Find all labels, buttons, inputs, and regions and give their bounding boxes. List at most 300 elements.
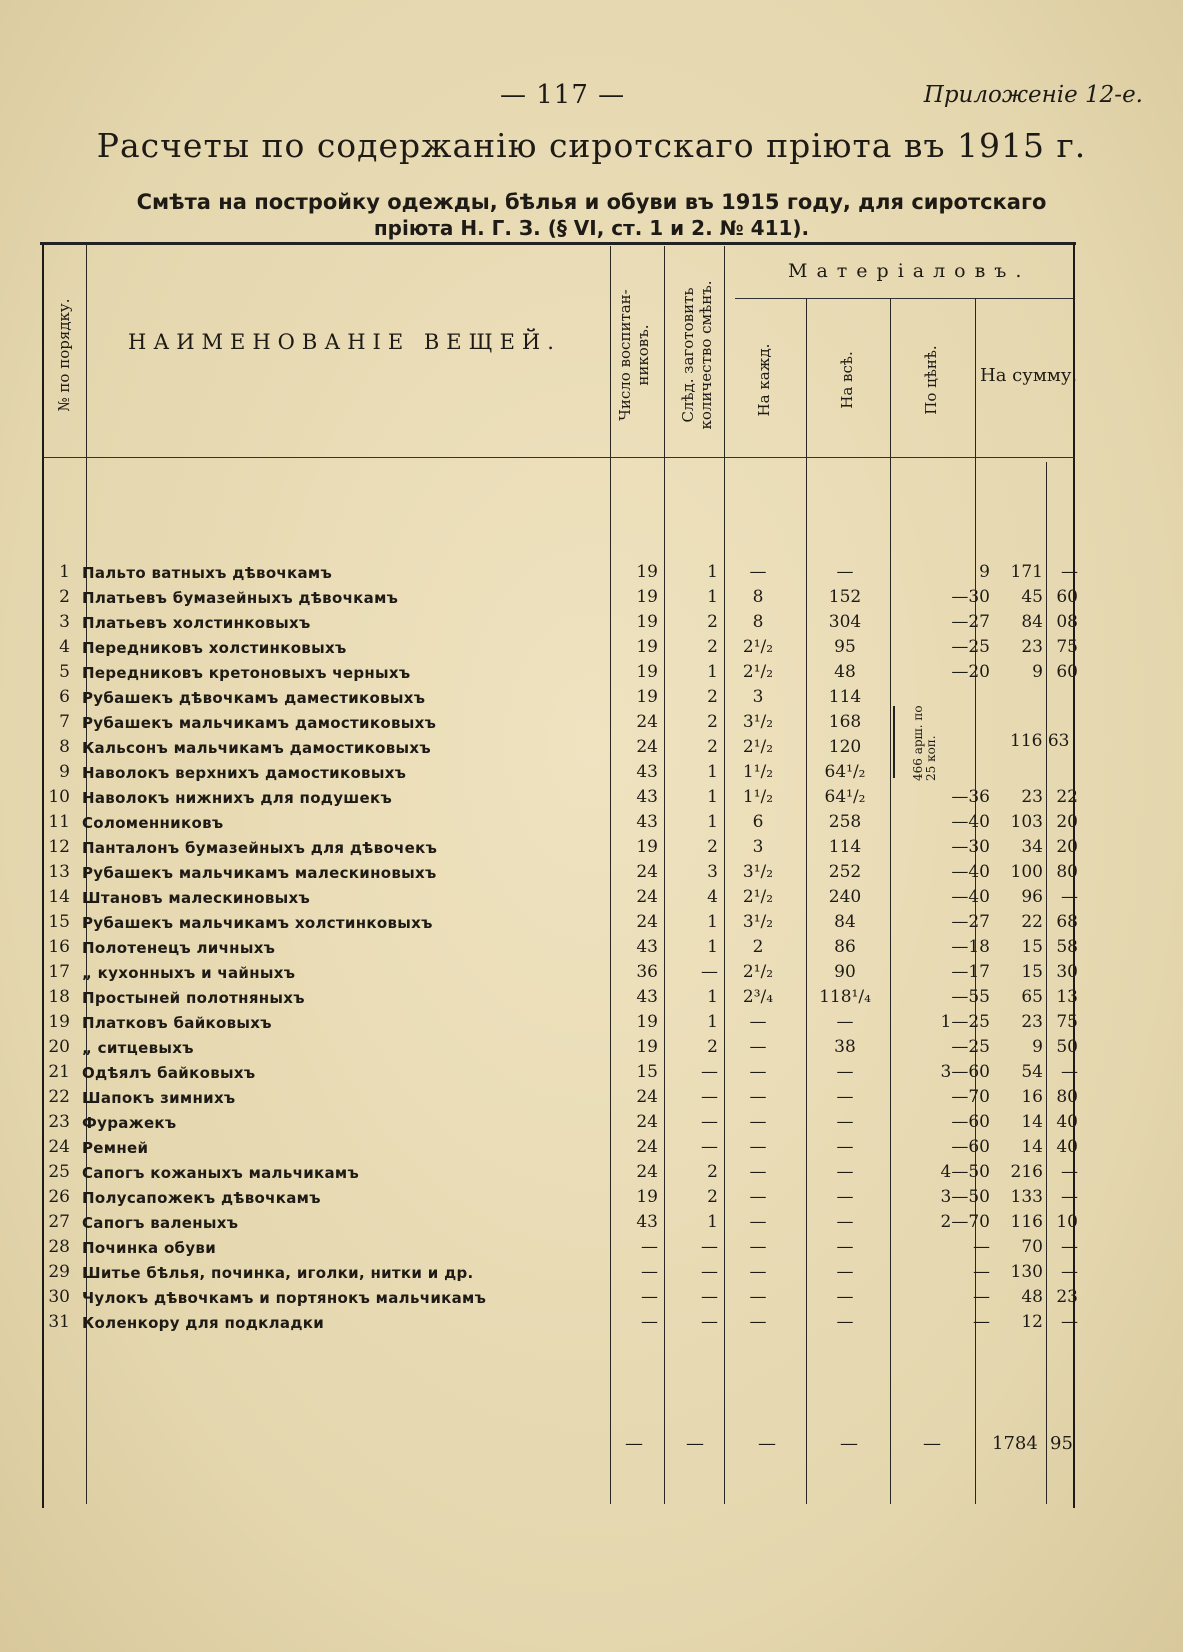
material-all: 252 [828,862,862,882]
table-row [0,1062,1183,1087]
material-all: — [836,1262,854,1282]
sum-rubles: 34 [1021,837,1043,857]
sets-count: — [701,1112,718,1132]
header-pupils: Число воспитан- никовъ. [616,289,652,421]
unit-price: —27 [951,912,990,932]
sum-kopecks: 68 [1056,912,1078,932]
unit-price: — [973,1287,990,1307]
row-number: 21 [48,1062,70,1082]
material-each: 2³/₄ [742,987,774,1007]
sum-rubles: 96 [1021,887,1043,907]
sum-kopecks: 13 [1056,987,1078,1007]
table-row [0,787,1183,812]
sum-kopecks: — [1061,1312,1078,1332]
row-number: 9 [59,762,70,782]
unit-price: —55 [951,987,990,1007]
row-number: 18 [48,987,70,1007]
item-name: Наволокъ верхнихъ дамостиковыхъ [82,764,407,782]
material-all: 48 [834,662,856,682]
item-name: Наволокъ нижнихъ для подушекъ [82,789,393,807]
sum-rubles: 15 [1021,937,1043,957]
sum-kopecks: — [1061,562,1078,582]
sets-count: 1 [707,662,718,682]
table-row [0,687,1183,712]
pupils-count: 43 [636,787,658,807]
sets-count: 1 [707,987,718,1007]
material-each: — [749,1062,767,1082]
table-row [0,737,1183,762]
unit-price: — [973,1312,990,1332]
sets-count: 2 [707,712,718,732]
sum-rubles: 130 [1010,1262,1043,1282]
item-name: Ремней [82,1139,149,1157]
sets-count: 2 [707,737,718,757]
pupils-count: — [641,1287,658,1307]
item-name: Кальсонъ мальчикамъ дамостиковыхъ [82,739,431,757]
pupils-count: 24 [636,1137,658,1157]
item-name: Простыней полотняныхъ [82,989,305,1007]
sets-count: — [701,1287,718,1307]
total-kop: 95 [1050,1433,1073,1454]
item-name: Починка обуви [82,1239,217,1257]
row-number: 27 [48,1212,70,1232]
sum-rubles: 14 [1021,1137,1043,1157]
material-all: 64¹/₂ [824,762,866,782]
unit-price: —30 [951,587,990,607]
material-all: — [836,1312,854,1332]
unit-price: 2—70 [940,1212,990,1232]
pupils-count: 24 [636,887,658,907]
sum-rubles: 23 [1021,787,1043,807]
group-sum: 116 63 [1010,731,1070,751]
row-number: 19 [48,1012,70,1032]
sum-rubles: 100 [1010,862,1043,882]
sum-rubles: 45 [1021,587,1043,607]
row-number: 3 [59,612,70,632]
table-row [0,1312,1183,1337]
unit-price: —36 [951,787,990,807]
pupils-count: 19 [636,662,658,682]
pupils-count: 24 [636,712,658,732]
pupils-count: 19 [636,837,658,857]
page-number: — 117 — [500,80,626,110]
row-number: 15 [48,912,70,932]
sum-rubles: 171 [1010,562,1043,582]
item-name: Передниковъ кретоновыхъ черныхъ [82,664,411,682]
unit-price: —70 [951,1087,990,1107]
header-bottom-rule [44,457,1074,458]
material-each: — [749,1237,767,1257]
pupils-count: 19 [636,587,658,607]
sets-count: 1 [707,587,718,607]
row-number: 13 [48,862,70,882]
material-all: 64¹/₂ [824,787,866,807]
material-all: — [836,1062,854,1082]
item-name: Шитье бѣлья, починка, иголки, нитки и др. [82,1264,474,1282]
unit-price: —40 [951,887,990,907]
item-name: Чулокъ дѣвочкамъ и портянокъ мальчикамъ [82,1289,487,1307]
header-all: На всѣ. [838,351,856,409]
sum-rubles: 15 [1021,962,1043,982]
sets-count: — [701,962,718,982]
row-number: 28 [48,1237,70,1257]
sum-kopecks: 23 [1056,1287,1078,1307]
row-number: 31 [48,1312,70,1332]
material-each: 2¹/₂ [742,662,774,682]
item-name: Платьевъ холстинковыхъ [82,614,311,632]
material-all: 168 [828,712,862,732]
total-price: — [923,1433,941,1454]
sum-kopecks: 40 [1056,1112,1078,1132]
item-name: Платьевъ бумазейныхъ дѣвочкамъ [82,589,399,607]
material-all: — [836,1287,854,1307]
subtitle-line-2: пріюта Н. Г. З. (§ VI, ст. 1 и 2. № 411). [373,216,810,240]
sum-rubles: 54 [1021,1062,1043,1082]
sum-kopecks: 22 [1056,787,1078,807]
pupils-count: — [641,1312,658,1332]
table-row [0,862,1183,887]
material-all: 84 [834,912,856,932]
pupils-count: 24 [636,737,658,757]
sum-kopecks: 60 [1056,662,1078,682]
material-all: — [836,1112,854,1132]
sets-count: 1 [707,912,718,932]
sum-kopecks: 58 [1056,937,1078,957]
total-pupils: — [625,1433,643,1454]
table-row [0,562,1183,587]
row-number: 30 [48,1287,70,1307]
unit-price: —17 [951,962,990,982]
sum-rubles: 70 [1021,1237,1043,1257]
sum-rubles: 22 [1021,912,1043,932]
item-name: Рубашекъ мальчикамъ малескиновыхъ [82,864,437,882]
pupils-count: 43 [636,987,658,1007]
item-name: Соломенниковъ [82,814,224,832]
row-number: 22 [48,1087,70,1107]
sets-count: 2 [707,687,718,707]
pupils-count: 19 [636,612,658,632]
material-all: 258 [828,812,862,832]
pupils-count: 15 [636,1062,658,1082]
material-each: 2¹/₂ [742,637,774,657]
row-number: 14 [48,887,70,907]
unit-price: —20 [951,662,990,682]
material-each: 1¹/₂ [742,762,774,782]
item-name: Рубашекъ мальчикамъ холстинковыхъ [82,914,433,932]
sum-kopecks: 20 [1056,812,1078,832]
item-name: Одѣялъ байковыхъ [82,1064,256,1082]
row-number: 7 [59,712,70,732]
sets-count: 2 [707,1037,718,1057]
pupils-count: — [641,1262,658,1282]
sum-kopecks: — [1061,1262,1078,1282]
sum-kopecks: — [1061,887,1078,907]
unit-price: —27 [951,612,990,632]
total-sets: — [686,1433,704,1454]
row-number: 25 [48,1162,70,1182]
table-row [0,887,1183,912]
material-all: 120 [828,737,862,757]
item-name: Полотенецъ личныхъ [82,939,276,957]
material-all: 38 [834,1037,856,1057]
sum-rubles: 116 [1010,1212,1043,1232]
sum-kopecks: 10 [1056,1212,1078,1232]
sum-rubles: 23 [1021,1012,1043,1032]
table-top-rule [40,242,1076,245]
unit-price: 1—25 [940,1012,990,1032]
pupils-count: 19 [636,1012,658,1032]
unit-price: 9 [979,562,990,582]
sets-count: — [701,1237,718,1257]
pupils-count: 19 [636,637,658,657]
page-title: Расчеты по содержанію сиротскаго пріюта въ 1915 г. [96,126,1087,165]
pupils-count: 43 [636,812,658,832]
material-all: — [836,1012,854,1032]
sum-kopecks: 08 [1056,612,1078,632]
pupils-count: 43 [636,762,658,782]
pupils-count: 43 [636,1212,658,1232]
material-all: — [836,562,854,582]
unit-price: —40 [951,812,990,832]
table-row [0,837,1183,862]
sum-kopecks: 20 [1056,837,1078,857]
item-name: Пальто ватныхъ дѣвочкамъ [82,564,333,582]
header-materials: Матеріаловъ. [788,260,1031,282]
material-each: — [749,1012,767,1032]
row-number: 26 [48,1187,70,1207]
sum-rubles: 216 [1010,1162,1043,1182]
sum-kopecks: 30 [1056,962,1078,982]
item-name: Платковъ байковыхъ [82,1014,272,1032]
material-each: 8 [752,587,764,607]
table-row [0,762,1183,787]
pupils-count: 43 [636,937,658,957]
sum-rubles: 65 [1021,987,1043,1007]
item-name: Рубашекъ дѣвочкамъ даместиковыхъ [82,689,426,707]
sum-rubles: 14 [1021,1112,1043,1132]
sum-rubles: 84 [1021,612,1043,632]
sum-kopecks: — [1061,1162,1078,1182]
sets-count: 1 [707,562,718,582]
row-number: 12 [48,837,70,857]
sets-count: 1 [707,1012,718,1032]
material-each: — [749,1287,767,1307]
sum-kopecks: 75 [1056,1012,1078,1032]
material-all: 114 [828,837,862,857]
material-all: 95 [834,637,856,657]
table-row [0,637,1183,662]
sum-kopecks: 75 [1056,637,1078,657]
material-each: 3¹/₂ [742,712,774,732]
row-number: 6 [59,687,70,707]
material-each: 2¹/₂ [742,737,774,757]
item-name: Сапогъ кожаныхъ мальчикамъ [82,1164,360,1182]
row-number: 1 [59,562,70,582]
sets-count: 1 [707,937,718,957]
sets-count: 3 [707,862,718,882]
sets-count: 2 [707,1162,718,1182]
pupils-count: 36 [636,962,658,982]
unit-price: 4—50 [940,1162,990,1182]
item-name: Коленкору для подкладки [82,1314,325,1332]
item-name: Полусапожекъ дѣвочкамъ [82,1189,321,1207]
pupils-count: 24 [636,862,658,882]
header-number: № по порядку. [55,298,73,412]
header-sets: Слѣд. заготовить количество смѣнъ. [679,280,715,430]
sum-rubles: 9 [1032,662,1043,682]
table-row [0,1262,1183,1287]
group-price-note: 466 арш. по 25 коп. [911,705,938,781]
material-each: 3¹/₂ [742,912,774,932]
pupils-count: 19 [636,687,658,707]
table-row [0,1187,1183,1212]
sets-count: — [701,1087,718,1107]
sum-rubles: 48 [1021,1287,1043,1307]
item-name: Фуражекъ [82,1114,177,1132]
material-each: 2 [752,937,764,957]
pupils-count: 24 [636,1112,658,1132]
item-name: Сапогъ валеныхъ [82,1214,239,1232]
sum-kopecks: 50 [1056,1037,1078,1057]
item-name: „ кухонныхъ и чайныхъ [82,964,296,982]
row-number: 17 [48,962,70,982]
unit-price: 3—50 [940,1187,990,1207]
material-each: — [749,1087,767,1107]
material-all: — [836,1162,854,1182]
material-all: 86 [834,937,856,957]
table-row [0,662,1183,687]
item-name: Передниковъ холстинковыхъ [82,639,347,657]
row-number: 11 [48,812,70,832]
row-number: 8 [59,737,70,757]
sets-count: 1 [707,762,718,782]
pupils-count: 19 [636,1037,658,1057]
header-sum: На сумму. [980,365,1078,386]
material-each: 3 [752,837,764,857]
item-name: Штановъ малескиновыхъ [82,889,311,907]
sum-kopecks: 80 [1056,862,1078,882]
material-each: 6 [752,812,764,832]
header-each: На кажд. [755,343,773,417]
sum-kopecks: — [1061,1062,1078,1082]
material-each: — [749,1262,767,1282]
sets-count: 2 [707,612,718,632]
table-row [0,1212,1183,1237]
material-each: — [749,1037,767,1057]
material-all: — [836,1212,854,1232]
unit-price: —25 [951,637,990,657]
item-name: Панталонъ бумазейныхъ для дѣвочекъ [82,839,438,857]
pupils-count: 19 [636,1187,658,1207]
sum-rubles: 23 [1021,637,1043,657]
sum-rubles: 133 [1010,1187,1043,1207]
sum-rubles: 9 [1032,1037,1043,1057]
table-row [0,987,1183,1012]
item-name: Рубашекъ мальчикамъ дамостиковыхъ [82,714,437,732]
table-row [0,1162,1183,1187]
sets-count: 2 [707,1187,718,1207]
unit-price: — [973,1237,990,1257]
table-row [0,712,1183,737]
sets-count: 4 [707,887,718,907]
material-each: — [749,1212,767,1232]
unit-price: —60 [951,1137,990,1157]
table-row [0,587,1183,612]
table-row [0,1112,1183,1137]
table-row [0,1287,1183,1312]
table-row [0,937,1183,962]
material-each: — [749,562,767,582]
item-name: „ ситцевыхъ [82,1039,194,1057]
table-row [0,1137,1183,1162]
material-all: 114 [828,687,862,707]
pupils-count: 24 [636,1162,658,1182]
unit-price: —18 [951,937,990,957]
row-number: 20 [48,1037,70,1057]
unit-price: —25 [951,1037,990,1057]
sets-count: 1 [707,1212,718,1232]
material-each: 8 [752,612,764,632]
material-each: — [749,1162,767,1182]
material-each: 3 [752,687,764,707]
total-rub: 1784 [992,1433,1038,1454]
row-number: 24 [48,1137,70,1157]
table-row [0,912,1183,937]
material-all: — [836,1237,854,1257]
unit-price: 3—60 [940,1062,990,1082]
subtitle-line-1: Смѣта на постройку одежды, бѣлья и обуви въ 1915 году, для сиротскаго [136,190,1047,214]
material-all: 240 [828,887,862,907]
material-each: 3¹/₂ [742,862,774,882]
total-each: — [758,1433,776,1454]
sets-count: 1 [707,812,718,832]
material-each: 1¹/₂ [742,787,774,807]
row-number: 10 [48,787,70,807]
material-each: — [749,1112,767,1132]
header-price: По цѣнѣ. [922,345,940,415]
table-row [0,812,1183,837]
sets-count: 2 [707,637,718,657]
item-name: Шапокъ зимнихъ [82,1089,236,1107]
sum-rubles: 12 [1021,1312,1043,1332]
appendix-label: Приложеніе 12-е. [923,82,1143,108]
row-number: 5 [59,662,70,682]
sets-count: — [701,1062,718,1082]
table-row [0,962,1183,987]
materials-rule [735,298,1073,299]
sum-rubles: 16 [1021,1087,1043,1107]
sets-count: 2 [707,837,718,857]
sum-kopecks: — [1061,1237,1078,1257]
row-number: 23 [48,1112,70,1132]
material-all: — [836,1187,854,1207]
row-number: 16 [48,937,70,957]
sum-kopecks: 80 [1056,1087,1078,1107]
material-all: — [836,1087,854,1107]
sum-kopecks: 40 [1056,1137,1078,1157]
table-row [0,1087,1183,1112]
header-name: НАИМЕНОВАНІЕ ВЕЩЕЙ. [128,330,561,354]
pupils-count: 24 [636,1087,658,1107]
total-all: — [840,1433,858,1454]
material-all: 152 [828,587,862,607]
pupils-count: 24 [636,912,658,932]
material-each: — [749,1187,767,1207]
material-all: — [836,1137,854,1157]
unit-price: — [973,1262,990,1282]
sets-count: — [701,1312,718,1332]
sum-rubles: 103 [1010,812,1043,832]
